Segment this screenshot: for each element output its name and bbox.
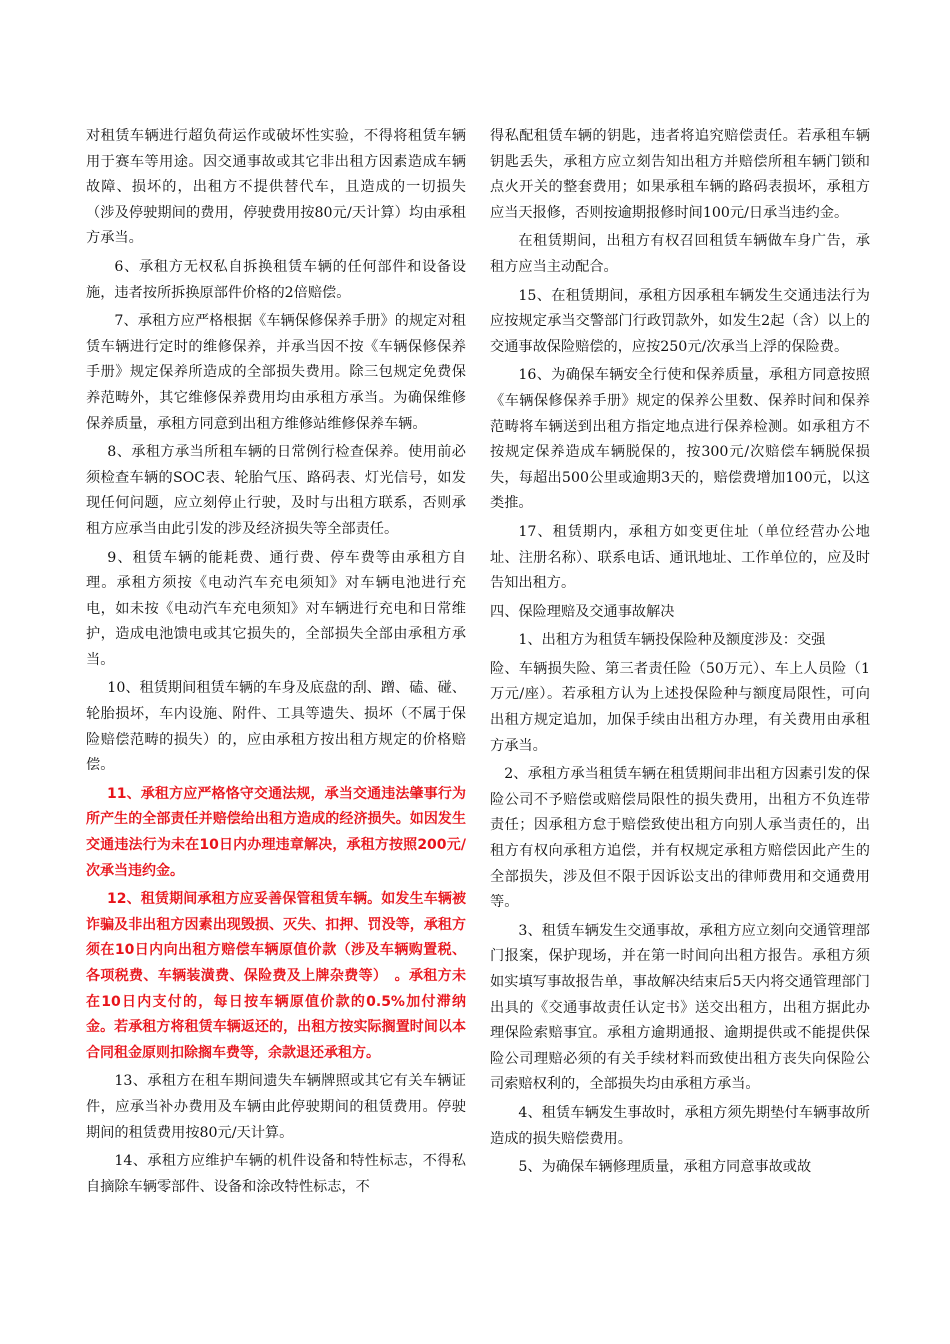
left-column — [86, 124, 466, 1203]
advertising-paragraph: 在租赁期间，出租方有权召回租赁车辆做车身广告，承租方应当主动配合。 — [490, 233, 870, 275]
insurance-clause-5: 5、为确保车辆修理质量，承租方同意事故或故 — [518, 1159, 812, 1176]
clause-13: 13、承租方在租车期间遗失车辆牌照或其它有关车辆证件，应承当补办费用及车辆由此停驶期间的租赁费用。停驶期间的租赁费用按80元/天计算。 — [86, 1073, 466, 1141]
clause-11-highlighted: 11、承租方应严格恪守交通法规，承当交通违法肇事行为所产生的全部责任并赔偿给出租方造成的经济损失。如因发生交通违法行为未在10日内办理违章解决，承租方按照200元/次承当违约金。 — [86, 785, 466, 879]
paragraph-continuation: 对租赁车辆进行超负荷运作或破坏性实验，不得将租赁车辆用于赛车等用途。因交通事故或其它非出租方因素造成车辆故障、损坏的，出租方不提供替代车，且造成的一切损失（涉及停驶期间的费用，停驶费用按80元/天计算）均由承租方承当。 — [86, 128, 466, 247]
clause-14: 14、承租方应维护车辆的机件设备和特性标志，不得私自摘除车辆零部件、设备和涂改特性标志，不 — [86, 1153, 466, 1195]
clause-9: 9、租赁车辆的能耗费、通行费、停车费等由承租方自理。承租方须按《电动汽车充电须知》对车辆电池进行充电，如未按《电动汽车充电须知》对车辆进行充电和日常维护，造成电池馈电或其它损失的，全部损失全部由承租方承当。 — [86, 549, 466, 668]
insurance-clause-4: 4、租赁车辆发生事故时，承租方须先期垫付车辆事故所造成的损失赔偿费用。 — [490, 1104, 870, 1147]
insurance-clause-1-continuation: 险、车辆损失险、第三者责任险（50万元）、车上人员险（1万元/座）。若承租方认为上述投保险种与额度局限性，可向出租方规定追加，加保手续由出租方办理，有关费用由承租方承当。 — [490, 660, 870, 754]
clause-10: 10、租赁期间租赁车辆的车身及底盘的刮、蹭、磕、碰、轮胎损坏，车内设施、附件、工具等遗失、损坏（不属于保险赔偿范畴的损失）的，应由承租方按出租方规定的价格赔偿。 — [86, 680, 466, 774]
insurance-clause-3: 3、租赁车辆发生交通事故，承租方应立刻向交通管理部门报案，保护现场，并在第一时间向出租方报告。承租方须如实填写事故报告单，事故解决结束后5天内将交通管理部门出具的《交通事故责任认定书》送交出租方，出租方据此办理保险索赔事宜。承租方逾期通报、逾期提供或不能提供保险公司理赔必须的有关手续材料而致使出租方丧失向保险公司索赔权利的，全部损失均由承租方承当。 — [490, 922, 870, 1093]
insurance-clause-2: 2、承租方承当租赁车辆在租赁期间非出租方因素引发的保险公司不予赔偿或赔偿局限性的损失费用，出租方不负连带责任；因承租方怠于赔偿致使出租方向别人承当责任的，出租方有权向承租方追偿，并有权规定承租方赔偿因此产生的全部损失，涉及但不限于因诉讼支出的律师费用和交通费用等。 — [490, 766, 870, 911]
clause-16: 16、为确保车辆安全行使和保养质量，承租方同意按照《车辆保修保养手册》规定的保养公里数、保养时间和保养范畴将车辆送到出租方指定地点进行保养检测。如承租方不按规定保养造成车辆脱保的，按300元/次赔偿车辆脱保损失，每超出500公里或逾期3天的，赔偿费增加100元，以这类推。 — [490, 367, 870, 512]
clause-17: 17、租赁期内，承租方如变更住址（单位经营办公地址、注册名称）、联系电话、通讯地址、工作单位的，应及时告知出租方。 — [490, 523, 870, 592]
clause-6: 6、承租方无权私自拆换租赁车辆的任何部件和设备设施，违者按所拆换原部件价格的2倍赔偿。 — [86, 258, 466, 301]
clause-7: 7、承租方应严格根据《车辆保修保养手册》的规定对租赁车辆进行定时的维修保养，并承当因不按《车辆保修保养手册》规定保养所造成的全部损失费用。除三包规定免费保养范畴外，其它维修保养费用均由承租方承当。为确保维修保养质量，承租方同意到出租方维修站维修保养车辆。 — [86, 313, 466, 432]
clause-15: 15、在租赁期间，承租方因承租车辆发生交通违法行为应按规定承当交警部门行政罚款外，如发生2起（含）以上的交通事故保险赔偿的，应按250元/次承当上浮的保险费。 — [490, 287, 870, 355]
clause-12-highlighted: 12、租赁期间承租方应妥善保管租赁车辆。如发生车辆被诈骗及非出租方因素出现毁损、灭失、扣押、罚没等，承租方须在10日内向出租方赔偿车辆原值价款（涉及车辆购置税、各项税费、车辆装潢费、保险费及上牌杂费等） 。承租方未在10日内支付的，每日按车辆原值价款的0.5%加付滞纳金。若承租方将租赁车辆返还的，出租方按实际搁置时间以本合同租金原则扣除搁车费等，余款退还承租方。 — [86, 891, 466, 1061]
insurance-clause-1: 1、出租方为租赁车辆投保险种及额度涉及：交强 — [518, 632, 826, 649]
right-column — [490, 124, 870, 1184]
clause-8: 8、承租方承当所租车辆的日常例行检查保养。使用前必须检查车辆的SOC表、轮胎气压、路码表、灯光信号，如发现任何问题，应立刻停止行驶，及时与出租方联系，否则承租方应承当由此引发的涉及经济损失等全部责任。 — [86, 444, 466, 537]
clause-14-continuation: 得私配租赁车辆的钥匙，违者将追究赔偿责任。若承租车辆钥匙丢失，承租方应立刻告知出租方并赔偿所租车辆门锁和点火开关的整套费用；如果承租车辆的路码表损坏，承租方应当天报修，否则按逾期报修时间100元/日承当违约金。 — [490, 128, 870, 221]
section-heading-insurance: 四、保险理赔及交通事故解决 — [490, 603, 675, 620]
